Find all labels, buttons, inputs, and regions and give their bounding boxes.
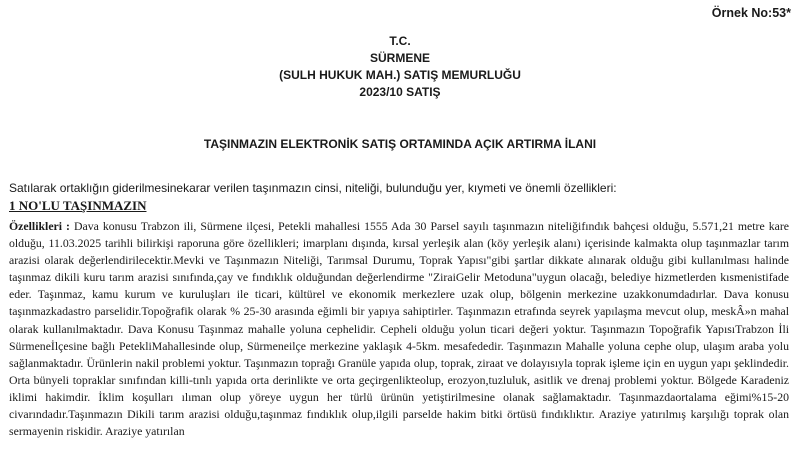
header-line-district: SÜRMENE	[369, 51, 430, 65]
section-heading: 1 NO'LU TAŞINMAZIN	[9, 198, 147, 213]
header-line-office: (SULH HUKUK MAH.) SATIŞ MEMURLUĞU	[279, 68, 521, 82]
property-features-paragraph	[9, 218, 789, 440]
features-label: Özellikleri :	[9, 219, 74, 233]
court-header	[0, 33, 800, 101]
header-line-case-number: 2023/10 SATIŞ	[359, 85, 441, 99]
notice-title: TAŞINMAZIN ELEKTRONİK SATIŞ ORTAMINDA AÇIK ARTIRMA İLANI	[203, 137, 597, 151]
sample-number: Örnek No:53*	[711, 6, 791, 20]
header-line-tc: T.C.	[389, 34, 411, 48]
intro-text: Satılarak ortaklığın giderilmesinekarar verilen taşınmazın cinsi, niteliği, bulunduğu yer, kıymeti ve önemli özellikleri:	[9, 181, 617, 195]
features-text: Dava konusu Trabzon ili, Sürmene ilçesi, Petekli mahallesi 1555 Ada 30 Parsel sayılı taşınmazın niteliğifındık bahçesi olduğu, 5.571,21 metre kare olduğu, 11.03.2025 tarihli bilirkişi raporuna göre özellikleri; imarplanı dışında, kırsal yerleşik alan (köy yerleşik alanı) içerisinde kalmakta olup taşınmazlar tarım arazisi olarak değerlendirilecektir.Mevki ve Taşınmazın Niteliği, Tarımsal Durumu, Toprak Yapısı"gibi şartlar dikkate alınarak olduğu gibi kullanılması halinde taşınmaz dikili kuru tarım arazisi sınıfında,çay ve fındıklık olduğundan değerlendirme "ZiraiGelir Metoduna"uygun olacağı, belediye hizmetlerden kısmenistifade eder. Taşınmaz, kamu kurum ve kuruluşları ile ticari, kültürel ve ekonomik merkezlere uzak olup, bölgenin merkezine uzakkonumdadırlar. Dava konusu taşınmazkadastro parselidir.Topoğrafik olarak % 25-30 arasında eğimli bir yapıya sahiptirler. Taşınmazın etrafında seyrek yapılaşma mevcut olup, meskÂ»n mahal olarak kullanılmaktadır. Dava Konusu Taşınmaz mahalle yoluna cephelidir. Cepheli olduğu yolun ticari değeri yoktur. Taşınmazın Topoğrafik YapısıTrabzon İli Sürmeneİlçesine bağlı PetekliMahallesinde olup, Sürmeneilçe merkezine yaklaşık 4-5km. mesafededir. Taşınmazın Mahalle yoluna cephe olup, ulaşım araba yolu sağlanmaktadır. Ürünlerin nakil problemi yoktur. Taşınmazın toprağı Granüle yapıda olup, toprak, ziraat ve dolayısıyla toprak işleme için en uygun yapı şeklindedir. Orta bünyeli topraklar sınıfından killi-tınlı yapıda orta derinlikte ve orta geçirgenlikteolup, erozyon,tuzluluk, asitlik ve drenaj problemi yoktur. Bölgede Karadeniz iklimi hakimdir. İklim koşulları ılıman olup yöreye uygun her türlü ürünün yetiştirilmesine olanak sağlamaktadır. Taşınmazdaortalama eğimi%15-20 civarındadır.Taşınmazın Dikili tarım arazisi olduğu,taşınmaz fındıklık olup,ilgili parselde hakim bitki örtüsü fındıklıktır. Araziye yatırılmış karşılığı toprak olan sermayenin riskidir. Araziye yatırılan	[9, 219, 789, 439]
